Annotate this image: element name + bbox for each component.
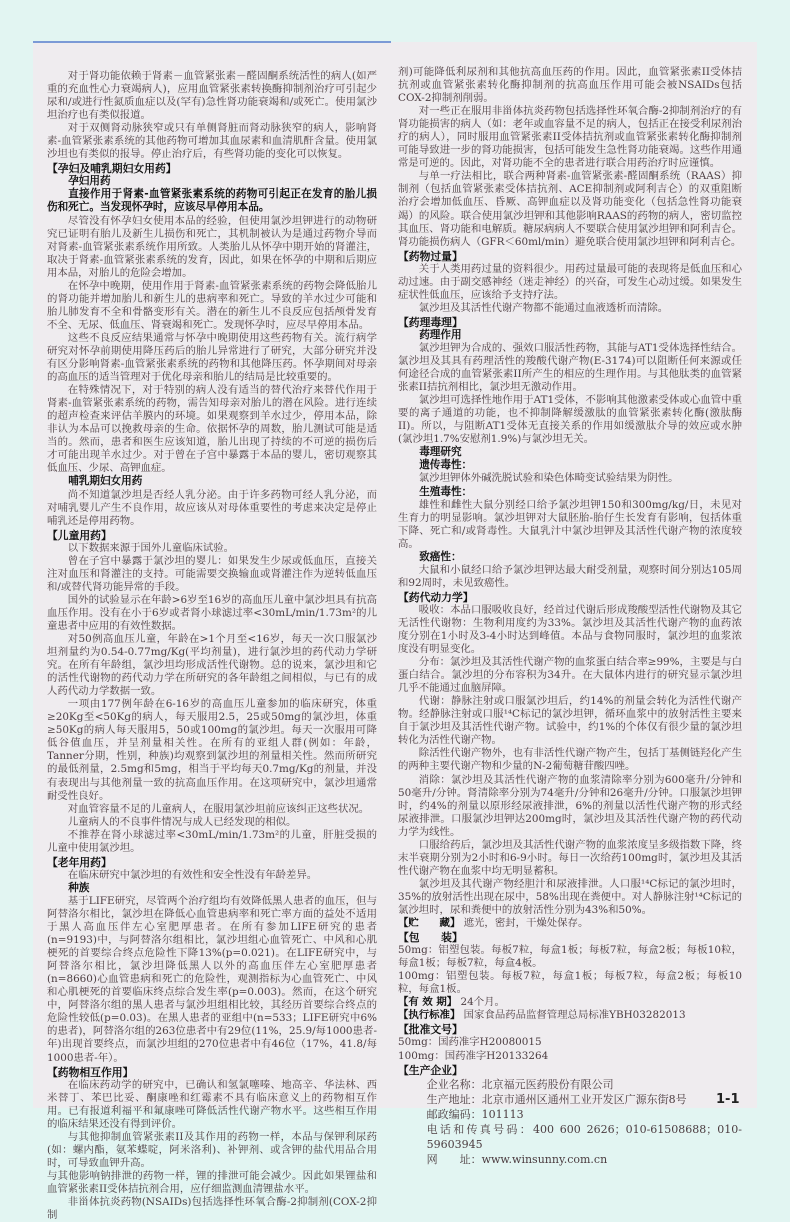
section-heading: 【药理毒理】 — [398, 315, 463, 329]
paragraph: 氯沙坦及其代谢产物经胆汁和尿液排泄。人口服¹⁴C标记的氯沙坦时，35%的放射活性出现在尿中，58%出现在粪便中。对人静脉注射¹⁴C标记的氯沙坦时，尿和粪便中的放射活性分别为43%和50%。 — [398, 877, 742, 916]
paragraph: 非甾体抗炎药物(NSAIDs)包括选择性环氧合酶-2抑制剂(COX-2抑制 — [47, 1196, 377, 1222]
paragraph: 氯沙坦及其活性代谢产物都不能通过血液透析而清除。 — [418, 301, 669, 314]
labeled-line — [398, 917, 742, 930]
paragraph: 在临床研究中氯沙坦的有效性和安全性没有年龄差异。 — [67, 868, 318, 881]
paragraph: 儿童病人的不良事件情况与成人已经发现的相似。 — [67, 815, 297, 828]
paragraph: 以下数据来源于国外儿童临床试验。 — [67, 541, 235, 554]
paragraph: 氯沙坦钾体外碱洗脱试验和染色体畸变试验结果为阴性。 — [418, 472, 679, 485]
subheading: 毒理研究 — [419, 446, 462, 459]
paragraph: 尽管没有怀孕妇女使用本品的经验，但使用氯沙坦钾进行的动物研究已证明有胎儿及新生儿损伤和死亡，其机制被认为是通过药物介导而对肾素-血管紧张素系统作用所致。人类胎儿从怀孕中期开始的肾灌注，取决于肾素-血管紧张素系统的发育，因此，如果在怀孕的中期和后期应用本品，对胎儿的危险会增加。 — [47, 214, 377, 279]
section-heading: 【儿童用药】 — [47, 528, 112, 542]
info-line: 电话和传真号码：400 600 2626；010-61508688；010-59603945 — [426, 1122, 742, 1151]
section-heading: 【包 装】 — [398, 931, 463, 945]
paragraph: 雄性和雌性大鼠分别经口给予氯沙坦钾150和300mg/kg/日，未见对生育力的明显影响。氯沙坦钾对大鼠胚胎-胎仔生长发育有影响，包括体重下降、死亡和/或肾毒性。大鼠乳汁中氯沙坦钾及其活性代谢产物的浓度较高。 — [398, 498, 742, 550]
section-heading: 【药代动力学】 — [398, 590, 474, 604]
paragraph: 与其他抑制血管紧张素II及其作用的药物一样，本品与保钾利尿药(如：螺内酯，氨苯蝶啶，阿米洛利)、补钾剂、或含钾的盐代用品合用时，可导致血钾升高。 — [47, 1130, 377, 1169]
paragraph: 氯沙坦可选择性地作用于AT1受体，不影响其他激素受体或心血管中重要的离子通道的功能，也不抑制降解缓激肽的血管紧张素转化酶(激肽酶II)。所以，与阻断AT1受体无直接关系的作用如缓激肽介导的效应或水肿(氯沙坦1.7%安慰剂1.9%)与氯沙坦无关。 — [398, 394, 742, 446]
subheading: 生殖毒性： — [419, 485, 473, 498]
paragraph: 对一些正在服用非甾体抗炎药物包括选择性环氧合酶-2抑制剂治疗的有肾功能损害的病人（如：老年或血容量不足的病人，包括正在接受利尿剂治疗的病人），同时服用血管紧张素II受体拮抗剂或血管紧张素转化酶抑制剂可能导致进一步的肾功能损害，包括可能发生急性肾功能衰竭。这些作用通常是可逆的。因此，对肾功能不全的患者进行联合用药治疗时应谨慎。 — [398, 105, 742, 170]
subheading: 哺乳期妇女用药 — [68, 475, 143, 488]
labeled-line — [398, 996, 742, 1009]
section-label: 【有 效 期】 — [398, 996, 458, 1009]
paragraph: 对50例高血压儿童，年龄在>1个月至<16岁，每天一次口服氯沙坦剂量约为0.54-0.77mg/Kg(平均剂量)，进行氯沙坦的药代动力学研究。在所有年龄组，氯沙坦均形成活性代谢物。总的说来，氯沙坦和它的活性代谢物的药代动力学在所研究的各年龄组之间相似，与已有的成人药代动力学数据一致。 — [47, 633, 377, 698]
section-heading: 【生产企业】 — [398, 1063, 463, 1077]
paragraph: 基于LIFE研究，尽管两个治疗组均有效降低黑人患者的血压，但与阿替洛尔相比，氯沙坦在降低心血管患病率和死亡率方面的益处不适用于黑人高血压伴左心室肥厚患者。在所有参加LIFE研究的患者(n=9193)中，与阿替洛尔组相比，氯沙坦组心血管死亡、中风和心肌梗死的首要综合终点危险性下降13%(p=0.021)。在LIFE研究中，与阿替洛尔相比，氯沙坦降低黑人以外的高血压伴左心室肥厚患者(n=8660)心血管患病和死亡的危险性，观测指标为心血管死亡、中风和心肌梗死的首要临床终点综合发生率(p=0.003)。然而，在这个研究中，阿替洛尔组的黑人患者与氯沙坦组相比较，其经历首要综合终点的危险性较低(p=0.03)。在黑人患者的亚组中(n=533；LIFE研究中6%的患者)，阿替洛尔组的263位患者中有29位(11%，25.9/每1000患者-年)出现首要终点，而氯沙坦组的270位患者中有46位（17%，41.8/每1000患者-年）。 — [47, 894, 377, 1064]
subheading: 致癌性： — [419, 550, 462, 563]
paragraph: 大鼠和小鼠经口给予氯沙坦钾达最大耐受剂量，观察时间分别达105周和92周时，未见致癌性。 — [398, 563, 742, 589]
paragraph: 代谢：静脉注射或口服氯沙坦后，约14%的剂量会转化为活性代谢产物。经静脉注射或口服¹⁴C标记的氯沙坦钾，循环血浆中的放射活性主要来自于氯沙坦及其活性代谢产物。试验中，约1%的个体仅有很少量的氯沙坦转化为活性代谢产物。 — [398, 695, 742, 747]
paragraph: 一项由177例年龄在6-16岁的高血压儿童参加的临床研究，体重≥20Kg至<50Kg的病人，每天服用2.5，25或50mg的氯沙坦，体重≥50Kg的病人每天服用5，50或100mg的氯沙坦。每天一次服用可降低谷值血压，并呈剂量相关性。在所有的亚组人群(例如：年龄，Tanner分期，性别，种族)均观察到氯沙坦的剂量相关性。然而所研究的最低剂量，2.5mg和5mg，相当于平均每天0.7mg/Kg的剂量，并没有表现出与其他剂量一致的抗高血压作用。在这项研究中，氯沙坦通常耐受性良好。 — [47, 698, 377, 802]
paragraph: 曾在子宫中暴露于氯沙坦的婴儿：如果发生少尿或低血压，直接关注对血压和肾灌注的支持。可能需要交换输血或肾灌注作为逆转低血压和/或替代肾功能异常的手段。 — [47, 554, 377, 593]
section-label: 【贮 藏】 — [398, 917, 461, 930]
section-heading: 【老年用药】 — [47, 855, 112, 869]
info-line: 邮政编码：101113 — [426, 1107, 524, 1121]
paragraph: 关于人类用药过量的资料很少。用药过量最可能的表现将是低血压和心动过速。由于副交感神经（迷走神经）的兴奋，可发生心动过缓。如果发生症状性低血压，应该给予支持疗法。 — [398, 262, 742, 301]
labeled-line — [398, 1009, 742, 1022]
paragraph: 分布：氯沙坦及其活性代谢产物的血浆蛋白结合率≥99%，主要是与白蛋白结合。氯沙坦的分布容积为34升。在大鼠体内进行的研究显示氯沙坦几乎不能通过血脑屏障。 — [398, 656, 742, 695]
left-column — [47, 70, 377, 1222]
paragraph: 与单一疗法相比，联合两种肾素-血管紧张素-醛固酮系统（RAAS）抑制剂（包括血管紧张素受体拮抗剂、ACE抑制剂或阿利吉仑）的双重阻断治疗会增加低血压、昏厥、高钾血症以及肾功能变化（包括急性肾功能衰竭）的风险。联合使用氯沙坦钾和其他影响RAAS的药物的病人，密切监控其血压、肾功能和电解质。糖尿病病人不要联合使用氯沙坦钾和阿利吉仑。肾功能损伤病人（GFR＜60ml/min）避免联合使用氯沙坦钾和阿利吉仑。 — [398, 170, 742, 248]
paragraph: 吸收：本品口服吸收良好，经首过代谢后形成羧酸型活性代谢物及其它无活性代谢物：生物利用度约为33%。氯沙坦及其活性代谢产物的血药浓度分别在1小时及3-4小时达到峰值。本品与食物同服时，氯沙坦的血浆浓度没有明显变化。 — [398, 603, 742, 656]
section-value: 24个月。 — [460, 996, 505, 1009]
paragraph: 对于双侧肾动脉狭窄或只有单侧肾脏而肾动脉狭窄的病人，影响肾素-血管紧张素系统的其他药物可增加其血尿素和血清肌酐含量。使用氯沙坦也有类似的报导。停止治疗后，有些肾功能的变化可以恢复。 — [47, 122, 377, 161]
subheading: 药理作用 — [419, 328, 462, 341]
section-label: 【执行标准】 — [398, 1009, 461, 1022]
paragraph: 除活性代谢产物外，也有非活性代谢产物产生，包括丁基侧链羟化产生的两种主要代谢产物和少量的N-2葡萄糖苷酸四唑。 — [398, 747, 742, 773]
right-column — [398, 66, 742, 1167]
paragraph: 消除：氯沙坦及其活性代谢产物的血浆清除率分别为600毫升/分钟和50毫升/分钟。肾清除率分别为74毫升/分钟和26毫升/分钟。口服氯沙坦钾时，约4%的剂量以原形经尿液排泄，6%的剂量以活性代谢产物的形式经尿液排泄。口服氯沙坦钾达200mg时，氯沙坦及其活性代谢产物的药代动力学为线性。 — [398, 773, 742, 838]
section-heading: 【药物过量】 — [398, 249, 463, 263]
paragraph: 口服给药后，氯沙坦及其活性代谢产物的血浆浓度呈多级指数下降，终末半衰期分别为2小时和6-9小时。每日一次给药100mg时，氯沙坦及其活性代谢产物在血浆中均无明显蓄积。 — [398, 838, 742, 877]
info-line: 生产地址：北京市通州区通州工业开发区广源东街8号 — [426, 1092, 687, 1106]
paragraph: 100mg：铝塑包装。每板7粒，每盒1板；每板7粒，每盒2板；每板10粒，每盒1板。 — [398, 970, 742, 996]
paragraph: 对于肾功能依赖于肾素－血管紧张素－醛固酮系统活性的病人(如严重的充血性心力衰竭病人)，应用血管紧张素转换酶抑制剂治疗可引起少尿和/或进行性氮质血症以及(罕有)急性肾功能衰竭和/或死亡。使用氯沙坦治疗也有类似报道。 — [47, 70, 377, 122]
paragraph: 剂)可能降低利尿剂和其他抗高血压药的作用。因此，血管紧张素II受体拮抗剂或血管紧张素转化酶抑制剂的抗高血压作用可能会被NSAIDs包括COX-2抑制剂削弱。 — [398, 66, 742, 105]
paragraph: 国外的试验显示在年龄>6岁至16岁的高血压儿童中氯沙坦具有抗高血压作用。没有在小于6岁或者肾小球滤过率<30mL/min/1.73m²的儿童患者中应用的有效性数据。 — [47, 593, 377, 632]
paragraph: 对血管容量不足的儿童病人，在服用氯沙坦前应该纠正这些状况。 — [67, 802, 370, 815]
subheading: 孕妇用药 — [68, 175, 111, 188]
section-value: 遮光，密封，干燥处保存。 — [463, 917, 589, 930]
section-heading: 【孕妇及哺乳期妇女用药】 — [47, 162, 177, 176]
paragraph: 氯沙坦钾为合成的、强效口服活性药物，其能与AT1受体选择性结合。氯沙坦及其具有药理活性的羧酸代谢产物(E-3174)可以阻断任何来源或任何途径合成的血管紧张素II所产生的相应的生理作用。与其他肽类的血管紧张素II拮抗剂相比，氯沙坦无激动作用。 — [398, 341, 742, 394]
section-value: 国家食品药品监督管理总局标准YBH03282013 — [463, 1009, 686, 1022]
section-heading: 【药物相互作用】 — [47, 1065, 134, 1079]
subheading: 种族 — [68, 881, 90, 894]
paragraph: 在怀孕中晚期，使用作用于肾素-血管紧张素系统的药物会降低胎儿的肾功能并增加胎儿和新生儿的患病率和死亡。导致的羊水过少可能和胎儿肺发育不全和骨骼变形有关。潜在的新生儿不良反应包括颅骨发育不全、无尿、低血压、肾衰竭和死亡。发现怀孕时，应尽早停用本品。 — [47, 279, 377, 331]
paragraph: 这些不良反应结果通常与怀孕中晚期使用这些药物有关。流行病学研究对怀孕前期使用降压药后的胎儿异常进行了研究，大部分研究并没有区分影响肾素-血管紧张素系统的药物和其他降压药。怀孕期间对母亲的高血压的适当管理对于优化母亲和胎儿的结局是比较重要的。 — [47, 331, 377, 384]
page-number: 1-1 — [716, 1092, 740, 1107]
info-line: 网 址：www.winsunny.com.cn — [426, 1152, 608, 1166]
info-line: 企业名称：北京福元医药股份有限公司 — [426, 1077, 614, 1091]
paragraph: 50mg：铝塑包装。每板7粒，每盒1板；每板7粒，每盒2板；每板10粒，每盒1板；每板7粒，每盒4板。 — [398, 944, 742, 970]
paragraph: 100mg：国药准字H20133264 — [398, 1049, 549, 1062]
section-heading: 【批准文号】 — [398, 1023, 463, 1037]
paragraph: 与其他影响钠排泄的药物一样，锂的排泄可能会减少。因此如果锂盐和血管紧张素II受体拮抗剂合用，应仔细监测血清锂盐水平。 — [47, 1169, 377, 1195]
paragraph: 50mg：国药准字H20080015 — [398, 1036, 542, 1049]
paragraph: 在临床药动学的研究中，已确认和氢氯噻嗪、地高辛、华法林、西米替丁、苯巴比妥、酮康唑和红霉素不具有临床意义上的药物相互作用。已有报道利福平和氟康唑可降低活性代谢产物水平。这些相互作用的临床结果还没有得到评价。 — [47, 1078, 377, 1130]
paragraph: 在特殊情况下，对于特别的病人没有适当的替代治疗来替代作用于肾素-血管紧张素系统的药物，需告知母亲对胎儿的潜在风险。进行连续的超声检查来评估羊膜内的环境。如果观察到羊水过少，停用本品，除非认为本品可以挽救母亲的生命。依据怀孕的周数，胎儿测试可能是适当的。然而，患者和医生应该知道，胎儿出现了持续的不可逆的损伤后才可能出现羊水过少。对于曾在子宫中暴露于本品的婴儿，密切观察其低血压、少尿、高钾血症。 — [47, 384, 377, 475]
paragraph: 尚不知道氯沙坦是否经人乳分泌。由于许多药物可经人乳分泌，而对哺乳婴儿产生不良作用，故应该从对母体重要性的考虑来决定是停止哺乳还是停用药物。 — [47, 488, 377, 527]
subheading: 遗传毒性： — [419, 459, 473, 472]
warning-text: 直接作用于肾素-血管紧张素系统的药物可引起正在发育的胎儿损伤和死亡。当发现怀孕时，应该尽早停用本品。 — [47, 188, 377, 214]
top-rule — [33, 41, 391, 43]
paragraph: 不推荐在肾小球滤过率<30mL/min/1.73m²的儿童，肝脏受损的儿童中使用氯沙坦。 — [47, 828, 377, 854]
